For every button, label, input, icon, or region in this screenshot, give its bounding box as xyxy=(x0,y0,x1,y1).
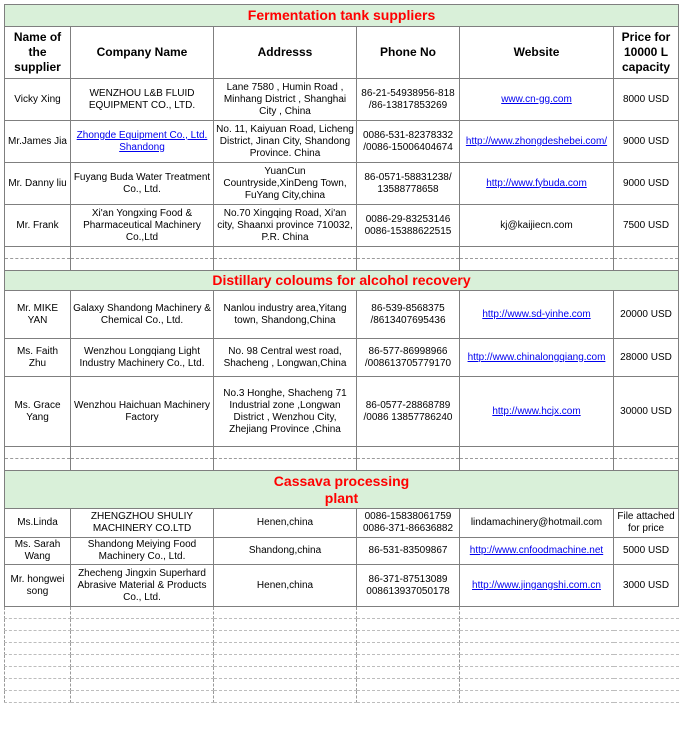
address: Nanlou industry area,Yitang town, Shandong,China xyxy=(214,291,357,339)
company-name: Xi'an Yongxing Food & Pharmaceutical Machinery Co.,Ltd xyxy=(71,205,214,247)
phone: 86-371-87513089 008613937050178 xyxy=(357,565,460,607)
website-link[interactable]: http://www.chinalongqiang.com xyxy=(467,351,606,363)
table-row xyxy=(5,538,679,565)
section-header-cassava xyxy=(5,471,679,509)
phone: 86-577-86998966 /008613705779170 xyxy=(357,339,460,377)
company-link[interactable]: Zhongde Equipment Co., Ltd. Shandong xyxy=(76,129,208,153)
empty-row xyxy=(5,631,679,643)
company-name: Fuyang Buda Water Treatment Co., Ltd. xyxy=(71,163,214,205)
empty-row xyxy=(5,247,679,259)
supplier-name: Mr. hongwei song xyxy=(5,565,71,607)
price: 9000 USD xyxy=(614,163,679,205)
address: Lane 7580 , Humin Road , Minhang District , Shanghai City , China xyxy=(214,79,357,121)
header-name: Name of the supplier xyxy=(5,27,71,79)
phone: 86-539-8568375 /8613407695436 xyxy=(357,291,460,339)
section-header-fermentation xyxy=(5,5,679,27)
table-row xyxy=(5,79,679,121)
address: No. 11, Kaiyuan Road, Licheng District, Jinan City, Shandong Province. China xyxy=(214,121,357,163)
empty-row xyxy=(5,679,679,691)
section-header-distillary xyxy=(5,271,679,291)
phone: 0086-29-83253146 0086-15388622515 xyxy=(357,205,460,247)
company-name: ZHENGZHOU SHULIY MACHINERY CO.LTD xyxy=(71,509,214,538)
empty-row xyxy=(5,459,679,471)
supplier-name: Mr.James Jia xyxy=(5,121,71,163)
company-name: Wenzhou Haichuan Machinery Factory xyxy=(71,377,214,447)
empty-row xyxy=(5,607,679,619)
table-row xyxy=(5,163,679,205)
website-link[interactable]: http://www.sd-yinhe.com xyxy=(482,308,591,320)
price: 30000 USD xyxy=(614,377,679,447)
company-name: Zhecheng Jingxin Superhard Abrasive Material & Products Co., Ltd. xyxy=(71,565,214,607)
price: 3000 USD xyxy=(614,565,679,607)
supplier-name: Ms. Sarah Wang xyxy=(5,538,71,565)
address: Henen,china xyxy=(214,509,357,538)
column-header-row xyxy=(5,27,679,79)
table-row xyxy=(5,121,679,163)
price: 20000 USD xyxy=(614,291,679,339)
header-phone: Phone No xyxy=(357,27,460,79)
price: 7500 USD xyxy=(614,205,679,247)
phone: 0086-15838061759 0086-371-86636882 xyxy=(357,509,460,538)
supplier-name: Ms.Linda xyxy=(5,509,71,538)
price: 8000 USD xyxy=(614,79,679,121)
table-row xyxy=(5,565,679,607)
header-website: Website xyxy=(460,27,614,79)
price: 28000 USD xyxy=(614,339,679,377)
address: No.3 Honghe, Shacheng 71 Industrial zone ,Longwan District , Wenzhou City, Zhejiang Province ,China xyxy=(214,377,357,447)
company-name: Wenzhou Longqiang Light Industry Machinery Co., Ltd. xyxy=(71,339,214,377)
empty-row xyxy=(5,655,679,667)
empty-row xyxy=(5,667,679,679)
email: lindamachinery@hotmail.com xyxy=(460,509,614,538)
phone: 86-0577-28868789 /0086 13857786240 xyxy=(357,377,460,447)
empty-row xyxy=(5,691,679,703)
price: 9000 USD xyxy=(614,121,679,163)
table-row xyxy=(5,377,679,447)
phone: 86-21-54938956-818 /86-13817853269 xyxy=(357,79,460,121)
price: 5000 USD xyxy=(614,538,679,565)
company-name: WENZHOU L&B FLUID EQUIPMENT CO., LTD. xyxy=(71,79,214,121)
supplier-name: Vicky Xing xyxy=(5,79,71,121)
section-title: Fermentation tank suppliers xyxy=(5,5,679,27)
supplier-name: Ms. Faith Zhu xyxy=(5,339,71,377)
website-link[interactable]: www.cn-gg.com xyxy=(501,93,572,105)
empty-row xyxy=(5,447,679,459)
supplier-name: Mr. Danny liu xyxy=(5,163,71,205)
table-row xyxy=(5,339,679,377)
phone: 86-531-83509867 xyxy=(357,538,460,565)
address: YuanCun Countryside,XinDeng Town, FuYang City,china xyxy=(214,163,357,205)
phone: 0086-531-82378332 /0086-15006404674 xyxy=(357,121,460,163)
empty-row xyxy=(5,619,679,631)
header-price: Price for 10000 L capacity xyxy=(614,27,679,79)
phone: 86-0571-58831238/ 13588778658 xyxy=(357,163,460,205)
price: File attached for price xyxy=(614,509,679,538)
empty-row xyxy=(5,259,679,271)
table-row xyxy=(5,509,679,538)
website-link[interactable]: http://www.jingangshi.com.cn xyxy=(472,579,601,591)
company-name: Shandong Meiying Food Machinery Co., Ltd. xyxy=(71,538,214,565)
company-name: Galaxy Shandong Machinery & Chemical Co., Ltd. xyxy=(71,291,214,339)
address: Shandong,china xyxy=(214,538,357,565)
website-link[interactable]: http://www.zhongdeshebei.com/ xyxy=(465,135,608,147)
address: No. 98 Central west road, Shacheng , Longwan,China xyxy=(214,339,357,377)
supplier-name: Ms. Grace Yang xyxy=(5,377,71,447)
address: Henen,china xyxy=(214,565,357,607)
supplier-table xyxy=(4,4,679,703)
section-title: Distillary coloums for alcohol recovery xyxy=(5,271,679,291)
header-address: Addresss xyxy=(214,27,357,79)
table-row xyxy=(5,291,679,339)
table-row xyxy=(5,205,679,247)
address: No.70 Xingqing Road, Xi'an city, Shaanxi province 710032, P.R. China xyxy=(214,205,357,247)
website-link[interactable]: http://www.fybuda.com xyxy=(486,177,587,189)
header-company: Company Name xyxy=(71,27,214,79)
section-title: Cassava processing plant xyxy=(273,472,410,506)
website-link[interactable]: http://www.cnfoodmachine.net xyxy=(469,545,604,556)
supplier-name: Mr. Frank xyxy=(5,205,71,247)
empty-row xyxy=(5,643,679,655)
website-link[interactable]: http://www.hcjx.com xyxy=(492,405,581,417)
supplier-name: Mr. MIKE YAN xyxy=(5,291,71,339)
email: kj@kaijiecn.com xyxy=(460,205,614,247)
